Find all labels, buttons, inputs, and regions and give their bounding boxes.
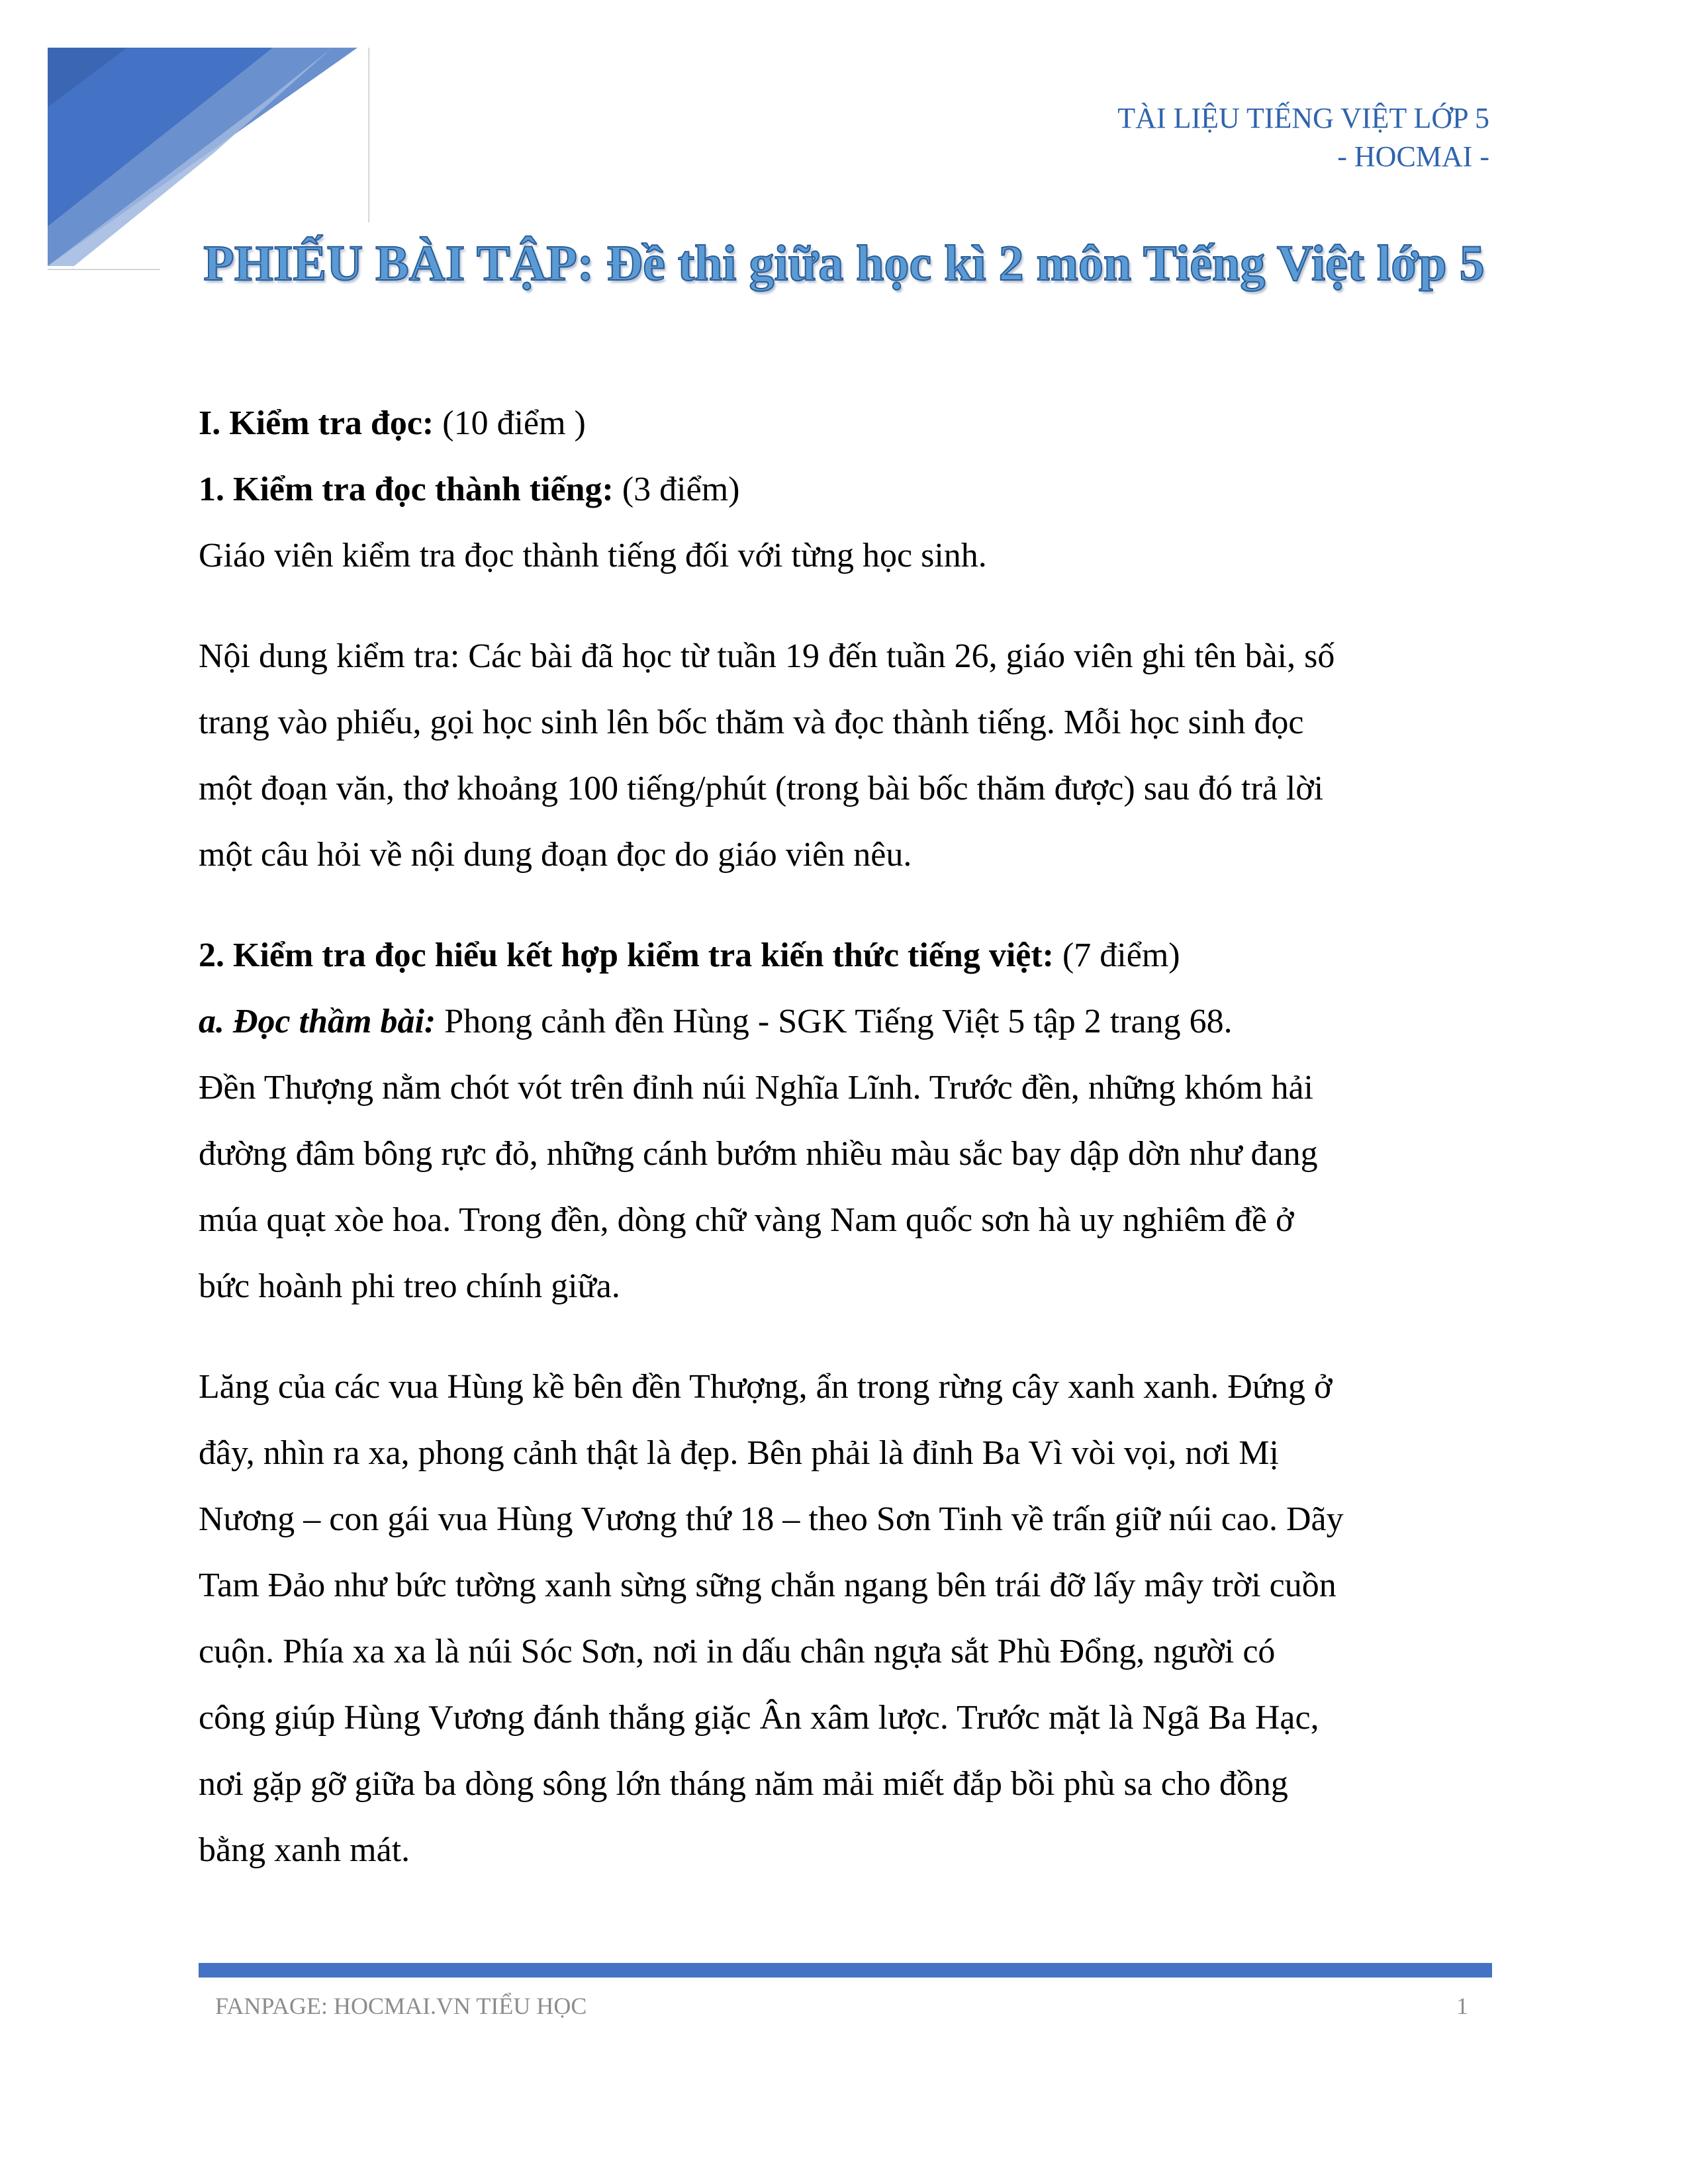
worksheet-title: PHIẾU BÀI TẬP: Đề thi giữa học kì 2 môn Tiếng Việt lớp 5: [203, 236, 1485, 291]
text-line: bức hoành phi treo chính giữa.: [199, 1267, 620, 1305]
part-2-label: 2. Kiểm tra đọc hiểu kết hợp kiểm tra kiến thức tiếng việt:: [199, 936, 1054, 974]
section-1-label: I. Kiểm tra đọc:: [199, 404, 434, 442]
text-line: Nương – con gái vua Hùng Vương thứ 18 – theo Sơn Tinh về trấn giữ núi cao. Dãy: [199, 1500, 1344, 1538]
text-line: Lăng của các vua Hùng kề bên đền Thượng, ẩn trong rừng cây xanh xanh. Đứng ở: [199, 1368, 1333, 1406]
section-1-points: (10 điểm ): [434, 404, 586, 442]
text-line: bằng xanh mát.: [199, 1831, 410, 1869]
text-line: cuộn. Phía xa xa là núi Sóc Sơn, nơi in dấu chân ngựa sắt Phù Đổng, người có: [199, 1633, 1276, 1670]
text-line: một câu hỏi về nội dung đoạn đọc do giáo viên nêu.: [199, 836, 912, 874]
header-line-1: TÀI LIỆU TIẾNG VIỆT LỚP 5: [1117, 102, 1489, 134]
reading-label: a. Đọc thầm bài:: [199, 1003, 436, 1040]
part-2-heading: [199, 923, 1496, 989]
footer-fanpage: FANPAGE: HOCMAI.VN TIỂU HỌC: [215, 1993, 587, 2019]
text-line: Nội dung kiểm tra: Các bài đã học từ tuần 19 đến tuần 26, giáo viên ghi tên bài, số: [199, 637, 1335, 675]
passage-paragraph-1: [199, 1055, 1496, 1320]
text-line: công giúp Hùng Vương đánh thắng giặc Ân xâm lược. Trước mặt là Ngã Ba Hạc,: [199, 1699, 1319, 1737]
text-line: múa quạt xòe hoa. Trong đền, dòng chữ vàng Nam quốc sơn hà uy nghiêm đề ở: [199, 1201, 1294, 1239]
part-1-label: 1. Kiểm tra đọc thành tiếng:: [199, 471, 614, 508]
part-1-instruction: Giáo viên kiểm tra đọc thành tiếng đối với từng học sinh.: [199, 537, 987, 574]
text-line: một đoạn văn, thơ khoảng 100 tiếng/phút (trong bài bốc thăm được) sau đó trả lời: [199, 770, 1324, 807]
part-2-points: (7 điểm): [1053, 936, 1180, 974]
header-line-2: - HOCMAI -: [1337, 140, 1489, 173]
reading-source: Phong cảnh đền Hùng - SGK Tiếng Việt 5 tập 2 trang 68.: [436, 1003, 1233, 1040]
page-number: 1: [1456, 1993, 1468, 2019]
text-line: đường đâm bông rực đỏ, những cánh bướm nhiều màu sắc bay dập dờn như đang: [199, 1135, 1318, 1173]
text-line: trang vào phiếu, gọi học sinh lên bốc thăm và đọc thành tiếng. Mỗi học sinh đọc: [199, 704, 1304, 741]
passage-paragraph-2: [199, 1354, 1496, 1884]
reading-passage-reference: [199, 989, 1496, 1055]
document-body: [199, 390, 1496, 1884]
part-1-points: (3 điểm): [613, 471, 740, 508]
section-1-heading: [199, 390, 1496, 457]
part-1-paragraph: [199, 623, 1496, 888]
text-line: Tam Đảo như bức tường xanh sừng sững chắn ngang bên trái đỡ lấy mây trời cuồn: [199, 1567, 1336, 1604]
text-line: nơi gặp gỡ giữa ba dòng sông lớn tháng năm mải miết đắp bồi phù sa cho đồng: [199, 1765, 1288, 1803]
text-line: Đền Thượng nằm chót vót trên đỉnh núi Nghĩa Lĩnh. Trước đền, những khóm hải: [199, 1069, 1313, 1107]
part-1-heading: [199, 457, 1496, 523]
footer-divider: [199, 1963, 1492, 1978]
text-line: đây, nhìn ra xa, phong cảnh thật là đẹp. Bên phải là đỉnh Ba Vì vòi vọi, nơi Mị: [199, 1434, 1279, 1472]
document-header: [1117, 99, 1489, 176]
